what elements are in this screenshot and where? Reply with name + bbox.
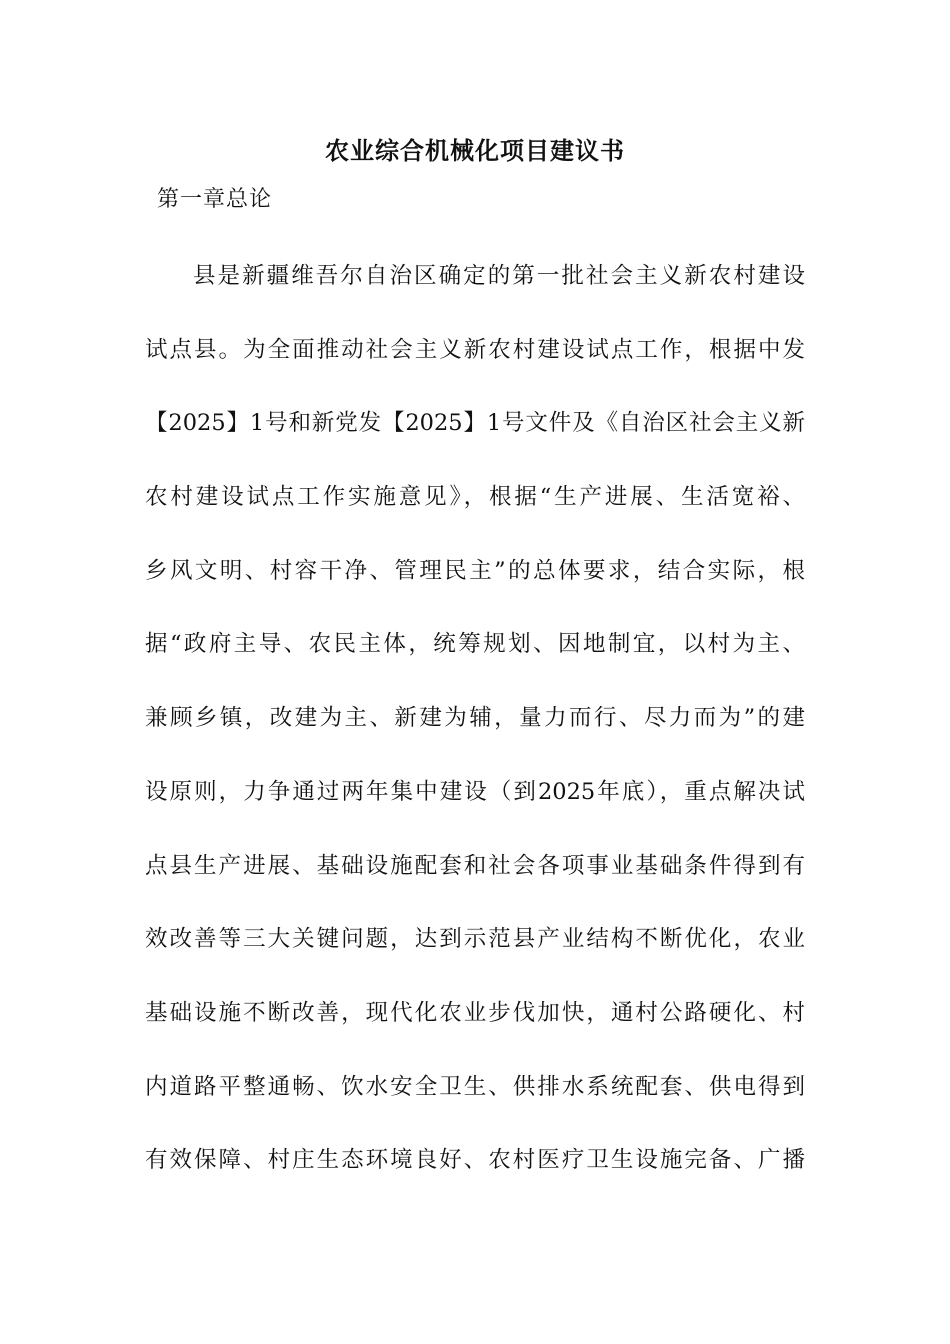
paragraph-line: 有效保障、村庄生态环境良好、农村医疗卫生设施完备、广播 xyxy=(145,1147,805,1174)
paragraph-line: 点县生产进展、基础设施配套和社会各项事业基础条件得到有 xyxy=(145,852,805,879)
paragraph-line: 县是新疆维吾尔自治区确定的第一批社会主义新农村建设 xyxy=(193,263,805,289)
paragraph-line: 试点县。为全面推动社会主义新农村建设试点工作，根据中发 xyxy=(145,336,805,363)
chapter-heading: 第一章总论 xyxy=(157,187,273,212)
paragraph-line: 兼顾乡镇，改建为主、新建为辅，量力而行、尽力而为”的建 xyxy=(145,705,805,732)
document-title: 农业综合机械化项目建议书 xyxy=(325,136,625,165)
paragraph-line: 设原则，力争通过两年集中建设（到2025年底），重点解决试 xyxy=(145,778,805,805)
paragraph-line: 据“政府主导、农民主体，统筹规划、因地制宜，以村为主、 xyxy=(145,631,805,658)
paragraph-line: 乡风文明、村容干净、管理民主”的总体要求，结合实际，根 xyxy=(145,557,805,584)
paragraph-line: 基础设施不断改善，现代化农业步伐加快，通村公路硬化、村 xyxy=(145,999,805,1026)
paragraph-line: 效改善等三大关键问题，达到示范县产业结构不断优化，农业 xyxy=(145,926,805,953)
body-paragraph xyxy=(145,256,815,1214)
paragraph-line: 内道路平整通畅、饮水安全卫生、供排水系统配套、供电得到 xyxy=(145,1073,805,1100)
paragraph-line: 农村建设试点工作实施意见》，根据“生产进展、生活宽裕、 xyxy=(145,484,805,511)
paragraph-line: 【2025】1号和新党发【2025】1号文件及《自治区社会主义新 xyxy=(145,410,805,437)
